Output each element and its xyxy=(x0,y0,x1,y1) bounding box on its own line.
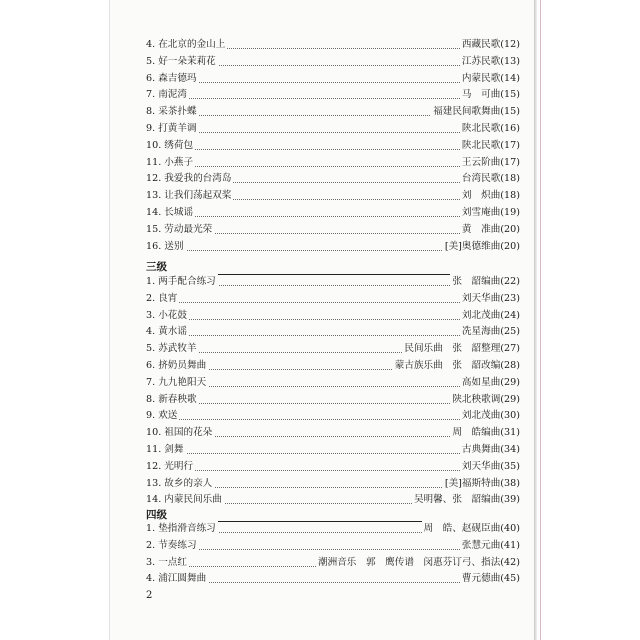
contents-entry xyxy=(146,104,520,121)
entry-title: 7. 南泥湾 xyxy=(146,87,189,104)
page-edge-shadow xyxy=(534,0,537,640)
contents-entry xyxy=(146,188,520,205)
entry-title: 12. 我爱我的台湾岛 xyxy=(146,171,233,188)
entry-credit: 陕北民歌(16) xyxy=(460,121,520,138)
entry-credit: 王云阶曲(17) xyxy=(460,155,520,172)
entry-credit: 曹元德曲(45) xyxy=(460,571,520,588)
entry-credit: 冼星海曲(25) xyxy=(460,324,520,341)
contents-entry xyxy=(146,324,520,341)
entry-title: 16. 送别 xyxy=(146,239,186,256)
contents-entry xyxy=(146,291,520,308)
contents-entry xyxy=(146,392,520,409)
entry-credit: 内蒙民歌(14) xyxy=(460,71,520,88)
contents-entry xyxy=(146,37,520,54)
entry-title: 12. 光明行 xyxy=(146,459,195,476)
contents-entry xyxy=(146,308,520,325)
contents-entry xyxy=(146,274,520,291)
page-number: 2 xyxy=(146,590,153,601)
contents-entry xyxy=(146,138,520,155)
contents-entry xyxy=(146,87,520,104)
contents-entry xyxy=(146,239,520,256)
entry-title: 5. 苏武牧羊 xyxy=(146,341,199,358)
entry-title: 14. 长城谣 xyxy=(146,205,195,222)
contents-entry xyxy=(146,341,520,358)
entry-title: 3. 小花鼓 xyxy=(146,308,189,325)
entry-credit: 江苏民歌(13) xyxy=(460,54,520,71)
contents-entry xyxy=(146,222,520,239)
page-edge-line xyxy=(540,0,541,640)
section-heading-level-three: 三级 xyxy=(146,261,167,273)
entry-credit: [美]福斯特曲(38) xyxy=(443,476,520,493)
entry-title: 8. 采茶扑蝶 xyxy=(146,104,199,121)
entry-credit: 蒙古族乐曲 张 韶改编(28) xyxy=(393,358,520,375)
entry-title: 4. 黄水谣 xyxy=(146,324,189,341)
entry-credit: [美]奥德维曲(20) xyxy=(443,239,520,256)
contents-entry xyxy=(146,54,520,71)
entry-title: 13. 让我们荡起双桨 xyxy=(146,188,233,205)
contents-entry xyxy=(146,358,520,375)
entry-title: 4. 浦江圆舞曲 xyxy=(146,571,208,588)
entry-title: 14. 内蒙民间乐曲 xyxy=(146,492,224,509)
entry-title: 15. 劳动最光荣 xyxy=(146,222,214,239)
entry-title: 1. 两手配合练习 xyxy=(146,274,218,291)
entry-credit: 吴明馨、张 韶编曲(39) xyxy=(412,492,520,509)
entry-title: 6. 挤奶员舞曲 xyxy=(146,358,208,375)
entry-credit: 福建民间歌舞曲(15) xyxy=(431,104,520,121)
contents-group-two xyxy=(146,37,520,255)
entry-title: 7. 九九艳阳天 xyxy=(146,375,208,392)
entry-credit: 周 皓编曲(31) xyxy=(450,425,520,442)
contents-entry xyxy=(146,155,520,172)
entry-credit: 高如星曲(29) xyxy=(460,375,520,392)
contents-entry xyxy=(146,492,520,509)
entry-title: 11. 剑舞 xyxy=(146,442,186,459)
entry-credit: 潮洲音乐 郭 鹰传谱 闵惠芬订弓、指法(42) xyxy=(316,555,520,572)
entry-title: 5. 好一朵茉莉花 xyxy=(146,54,218,71)
entry-credit: 台湾民歌(18) xyxy=(460,171,520,188)
entry-title: 1. 垫指滑音练习 xyxy=(146,521,218,538)
entry-title: 8. 新春秧歌 xyxy=(146,392,199,409)
entry-title: 2. 节奏练习 xyxy=(146,538,199,555)
entry-credit: 陕北秧歌调(29) xyxy=(450,392,520,409)
contents-entry xyxy=(146,205,520,222)
entry-credit: 刘雪庵曲(19) xyxy=(460,205,520,222)
entry-credit: 民间乐曲 张 韶整理(27) xyxy=(402,341,520,358)
entry-credit: 刘天华曲(23) xyxy=(460,291,520,308)
contents-entry xyxy=(146,425,520,442)
entry-credit: 陕北民歌(17) xyxy=(460,138,520,155)
contents-entry xyxy=(146,442,520,459)
contents-entry xyxy=(146,459,520,476)
entry-credit: 西藏民歌(12) xyxy=(460,37,520,54)
contents-entry xyxy=(146,408,520,425)
entry-title: 11. 小燕子 xyxy=(146,155,195,172)
contents-entry xyxy=(146,121,520,138)
entry-title: 3. 一点红 xyxy=(146,555,189,572)
entry-credit: 刘 炽曲(18) xyxy=(460,188,520,205)
contents-entry xyxy=(146,71,520,88)
entry-credit: 张 韶编曲(22) xyxy=(450,274,520,291)
entry-title: 10. 祖国的花朵 xyxy=(146,425,214,442)
contents-entry xyxy=(146,171,520,188)
contents-entry xyxy=(146,476,520,493)
contents-entry xyxy=(146,571,520,588)
entry-title: 4. 在北京的金山上 xyxy=(146,37,227,54)
entry-title: 9. 欢送 xyxy=(146,408,179,425)
entry-title: 10. 绣荷包 xyxy=(146,138,195,155)
entry-credit: 古典舞曲(34) xyxy=(460,442,520,459)
entry-credit: 张慧元曲(41) xyxy=(460,538,520,555)
entry-title: 9. 打黄羊调 xyxy=(146,121,199,138)
entry-credit: 黄 准曲(20) xyxy=(460,222,520,239)
entry-credit: 刘天华曲(35) xyxy=(460,459,520,476)
entry-credit: 刘北茂曲(24) xyxy=(460,308,520,325)
entry-credit: 周 皓、赵砚臣曲(40) xyxy=(422,521,520,538)
contents-group-three xyxy=(146,274,520,509)
entry-credit: 马 可曲(15) xyxy=(460,87,520,104)
section-heading-level-four: 四级 xyxy=(146,509,167,521)
entry-title: 6. 森吉德玛 xyxy=(146,71,199,88)
contents-entry xyxy=(146,555,520,572)
contents-entry xyxy=(146,538,520,555)
contents-entry xyxy=(146,521,520,538)
entry-credit: 刘北茂曲(30) xyxy=(460,408,520,425)
entry-title: 13. 故乡的亲人 xyxy=(146,476,214,493)
contents-group-four xyxy=(146,521,520,588)
entry-title: 2. 良宵 xyxy=(146,291,179,308)
contents-entry xyxy=(146,375,520,392)
